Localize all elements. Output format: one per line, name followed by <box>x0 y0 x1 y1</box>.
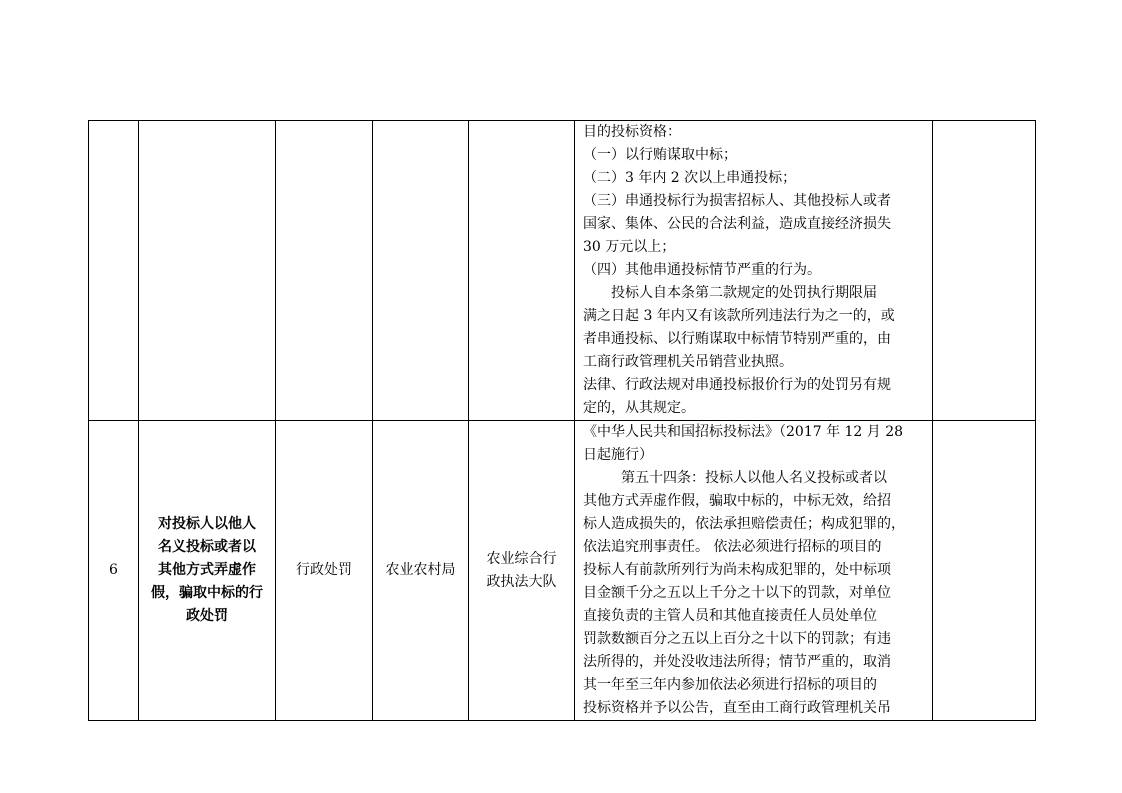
cell-note <box>933 121 1036 421</box>
cell-number: 6 <box>89 421 139 721</box>
cell-number <box>89 121 139 421</box>
item-line: 对投标人以他人 <box>158 516 256 532</box>
basis-line: 直接负责的主管人员和其他直接责任人员处单位 <box>583 608 877 624</box>
cell-item <box>139 121 276 421</box>
basis-line: 定的，从其规定。 <box>583 400 695 416</box>
item-line: 其他方式弄虚作 <box>158 562 256 578</box>
basis-line: 标人造成损失的，依法承担赔偿责任；构成犯罪的， <box>583 516 905 532</box>
basis-line: （四）其他串通投标情节严重的行为。 <box>583 262 821 278</box>
basis-line: 目金额千分之五以上千分之十以下的罚款，对单位 <box>583 585 891 601</box>
table-row <box>89 421 1036 721</box>
basis-line: 日起施行） <box>583 447 653 463</box>
basis-line: 依法追究刑事责任。 依法必须进行招标的项目的 <box>583 539 882 555</box>
penalty-table <box>88 120 1036 721</box>
basis-line: 《中华人民共和国招标投标法》（2017 年 12 月 28 <box>583 424 904 440</box>
basis-line: 30 万元以上； <box>583 239 676 255</box>
basis-line: 满之日起 3 年内又有该款所列违法行为之一的，或 <box>583 308 895 324</box>
executor-line: 农业综合行 <box>486 550 557 567</box>
cell-category: 行政处罚 <box>276 421 373 721</box>
cell-category <box>276 121 373 421</box>
cell-executor <box>469 121 575 421</box>
basis-line: 国家、集体、公民的合法利益，造成直接经济损失 <box>583 216 891 232</box>
item-line: 假，骗取中标的行 <box>151 585 263 601</box>
cell-note <box>933 421 1036 721</box>
basis-line: 者串通投标、以行贿谋取中标情节特别严重的，由 <box>583 331 891 347</box>
basis-line: （一）以行贿谋取中标； <box>583 147 737 163</box>
basis-line: 投标人有前款所列行为尚未构成犯罪的，处中标项 <box>583 562 891 578</box>
basis-line: 第五十四条：投标人以他人名义投标或者以 <box>621 470 887 486</box>
item-line: 政处罚 <box>186 608 228 624</box>
basis-line: 其一年至三年内参加依法必须进行招标的项目的 <box>583 677 877 693</box>
item-line: 名义投标或者以 <box>158 539 256 555</box>
basis-line: 目的投标资格： <box>583 124 681 140</box>
basis-line: （二）3 年内 2 次以上串通投标； <box>583 170 797 186</box>
cell-department: 农业农村局 <box>373 421 469 721</box>
basis-line: 投标人自本条第二款规定的处罚执行期限届 <box>611 285 877 301</box>
basis-line: 法律、行政法规对串通投标报价行为的处罚另有规 <box>583 377 891 393</box>
cell-department <box>373 121 469 421</box>
cell-legal-basis <box>575 421 933 721</box>
basis-line: （三）串通投标行为损害招标人、其他投标人或者 <box>583 193 891 209</box>
cell-executor <box>469 421 575 721</box>
basis-line: 工商行政管理机关吊销营业执照。 <box>583 354 793 370</box>
executor-line: 政执法大队 <box>486 573 557 590</box>
basis-line: 法所得的，并处没收违法所得；情节严重的，取消 <box>583 654 891 670</box>
basis-line: 投标资格并予以公告，直至由工商行政管理机关吊 <box>583 700 891 716</box>
cell-legal-basis <box>575 121 933 421</box>
table-row <box>89 121 1036 421</box>
basis-line: 罚款数额百分之五以上百分之十以下的罚款；有违 <box>583 631 891 647</box>
basis-line: 其他方式弄虚作假，骗取中标的，中标无效，给招 <box>583 493 891 509</box>
cell-item <box>139 421 276 721</box>
